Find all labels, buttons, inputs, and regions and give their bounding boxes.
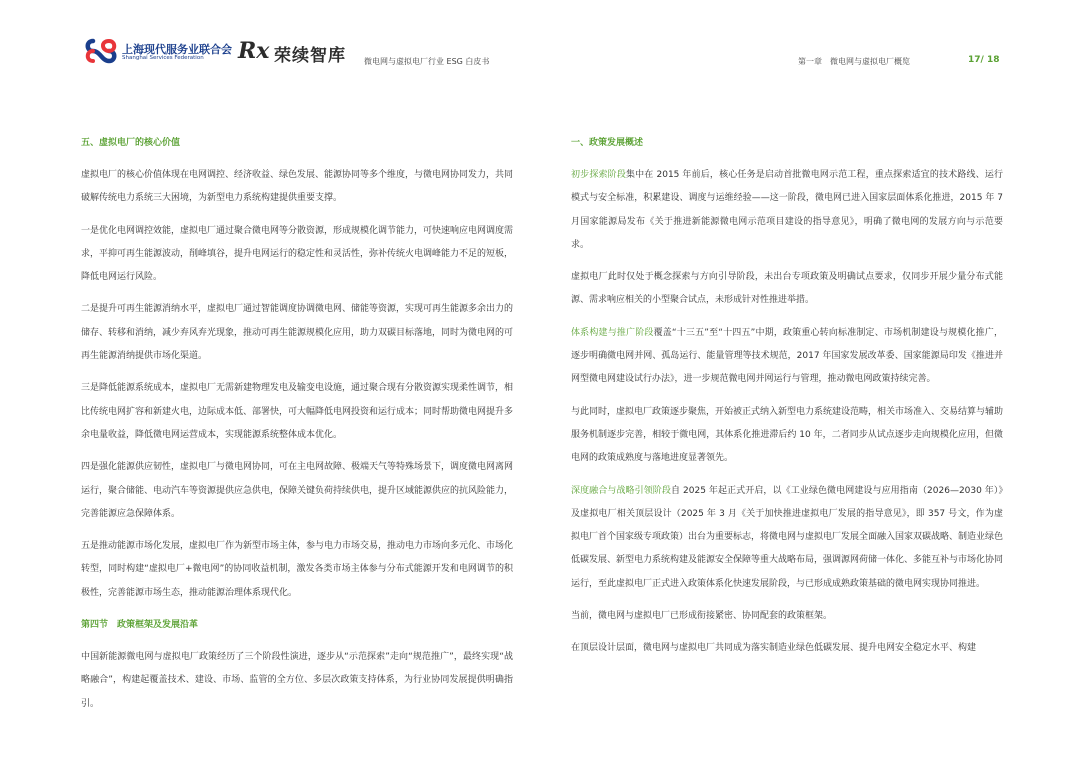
document-title: 微电网与虚拟电厂行业 ESG 白皮书 [364,57,490,66]
paragraph: 当前，微电网与虚拟电厂已形成衔接紧密、协同配套的政策框架。 [571,611,833,622]
page-header [0,0,1080,90]
section-heading: 五、虚拟电厂的核心价值 [81,138,181,148]
org-name-en: Shanghai Services Federation [122,55,204,61]
paragraph: 与此同时，虚拟电厂政策逐步聚焦，开始被正式纳入新型电力系统建设范畴，相关市场准入、交易结算与辅助服务机制逐步完善，相较于微电网，其体系化推进滞后约 10 年，二者同步从试点逐步走向规模化应用，但微电网的政策成熟度与落地进度显著领先。 [571,406,1004,464]
paragraph: 虚拟电厂此时仅处于概念探索与方向引导阶段，未出台专项政策及明确试点要求，仅同步开展少量分布式能源、需求响应相关的小型聚合试点，未形成针对性推进举措。 [571,272,1003,306]
paragraph [571,480,1003,596]
paragraph: 三是降低能源系统成本，虚拟电厂无需新建物理发电及输变电设施，通过聚合现有分散资源实现柔性调节，相比传统电网扩容和新建火电，边际成本低、部署快，可大幅降低电网投资和运行成本；同时帮助微电网提升多余电量收益，降低微电网运营成本，实现能源系统整体成本优化。 [81,383,514,440]
stage-label: 深度融合与战略引领阶段 [571,485,671,496]
section-heading: 一、政策发展概述 [571,138,644,148]
brand-name: 荣续智库 [274,46,346,66]
chapter-title: 第一章 微电网与虚拟电厂概览 [798,57,910,66]
right-column [571,132,1003,670]
left-column [81,132,513,725]
org-name-cn: 上海现代服务业联合会 [122,43,232,56]
stage-label: 体系构建与推广阶段 [571,327,654,338]
ssf-logo-icon [84,38,118,64]
paragraph: 虚拟电厂的核心价值体现在电网调控、经济收益、绿色发展、能源协同等多个维度，与微电网协同发力，共同破解传统电力系统三大困境，为新型电力系统构建提供重要支撑。 [81,170,514,204]
stage-label: 初步探索阶段 [571,170,626,180]
paragraph: 四是强化能源供应韧性，虚拟电厂与微电网协同，可在主电网故障、极端天气等特殊场景下，调度微电网离网运行，聚合储能、电动汽车等资源提供应急供电，保障关键负荷持续供电，提升区域能源供应的抗风险能力，完善能源应急保障体系。 [81,462,514,519]
section-heading: 第四节 政策框架及发展沿革 [81,620,199,631]
paragraph: 在顶层设计层面，微电网与虚拟电厂共同成为落实制造业绿色低碳发展、提升电网安全稳定水平、构建 [571,643,977,654]
rongxu-logo-mark: Rx [238,38,270,64]
paragraph-body: 自 2025 年起正式开启，以《工业绿色微电网建设与应用指南（2026—2030 年）》及虚拟电厂相关顶层设计（2025 年 3 月《关于加快推进虚拟电厂发展的指导意见》，即 357 号文，作为虚拟电厂首个国家级专项政策）出台为重要标志，将微电网与虚拟电厂发展全面融入国家双碳战略、制造业绿色低碳发展、新型电力系统构建及能源安全保障等重大战略布局，强调源网荷储一体化、多能互补与市场化协同运行，至此虚拟电厂正式进入政策体系化快速发展阶段，与已形成成熟政策基础的微电网实现协同推进。 [571,485,1004,589]
page-number: 17/ 18 [968,55,1000,65]
paragraph: 五是推动能源市场化发展，虚拟电厂作为新型市场主体，参与电力市场交易，推动电力市场向多元化、市场化转型，同时构建“虚拟电厂+微电网”的协同收益机制，激发各类市场主体参与分布式能源开发和电网调节的积极性，完善能源市场生态，推动能源治理体系现代化。 [81,541,514,598]
paragraph: 二是提升可再生能源消纳水平，虚拟电厂通过智能调度协调微电网、储能等资源，实现可再生能源多余出力的储存、转移和消纳，减少弃风弃光现象，推动可再生能源规模化应用，助力双碳目标落地，同时为微电网的可再生能源消纳提供市场化渠道。 [81,304,514,362]
paragraph: 中国新能源微电网与虚拟电厂政策经历了三个阶段性演进，逐步从“示范探索”走向“规范推广”，最终实现“战略融合”，构建起覆盖技术、建设、市场、监管的全方位、多层次政策支持体系，为行业协同发展提供明确指引。 [81,652,513,709]
paragraph [571,164,1003,257]
paragraph-body: 集中在 2015 年前后，核心任务是启动首批微电网示范工程，重点探索适宜的技术路线、运行模式与安全标准，积累建设、调度与运维经验——这一阶段，微电网已进入国家层面体系化推进，2015 年 7 月国家能源局发布《关于推进新能源微电网示范项目建设的指导意见》，明确了微电网的发展方向与示范要求。 [571,170,1003,250]
paragraph: 一是优化电网调控效能，虚拟电厂通过聚合微电网等分散资源，形成规模化调节能力，可快速响应电网调度需求，平抑可再生能源波动，削峰填谷，提升电网运行的稳定性和灵活性，弥补传统火电调峰能力不足的短板，降低电网运行风险。 [81,225,514,283]
ssf-logo [84,38,232,70]
paragraph [571,322,1003,392]
paragraph-body: 覆盖“十三五”至“十四五”中期，政策重心转向标准制定、市场机制建设与规模化推广，逐步明确微电网并网、孤岛运行、能量管理等技术规范，2017 年国家发展改革委、国家能源局印发《推进并网型微电网建设试行办法》，进一步规范微电网并网运行与管理，推动微电网政策持续完善。 [571,327,1003,385]
